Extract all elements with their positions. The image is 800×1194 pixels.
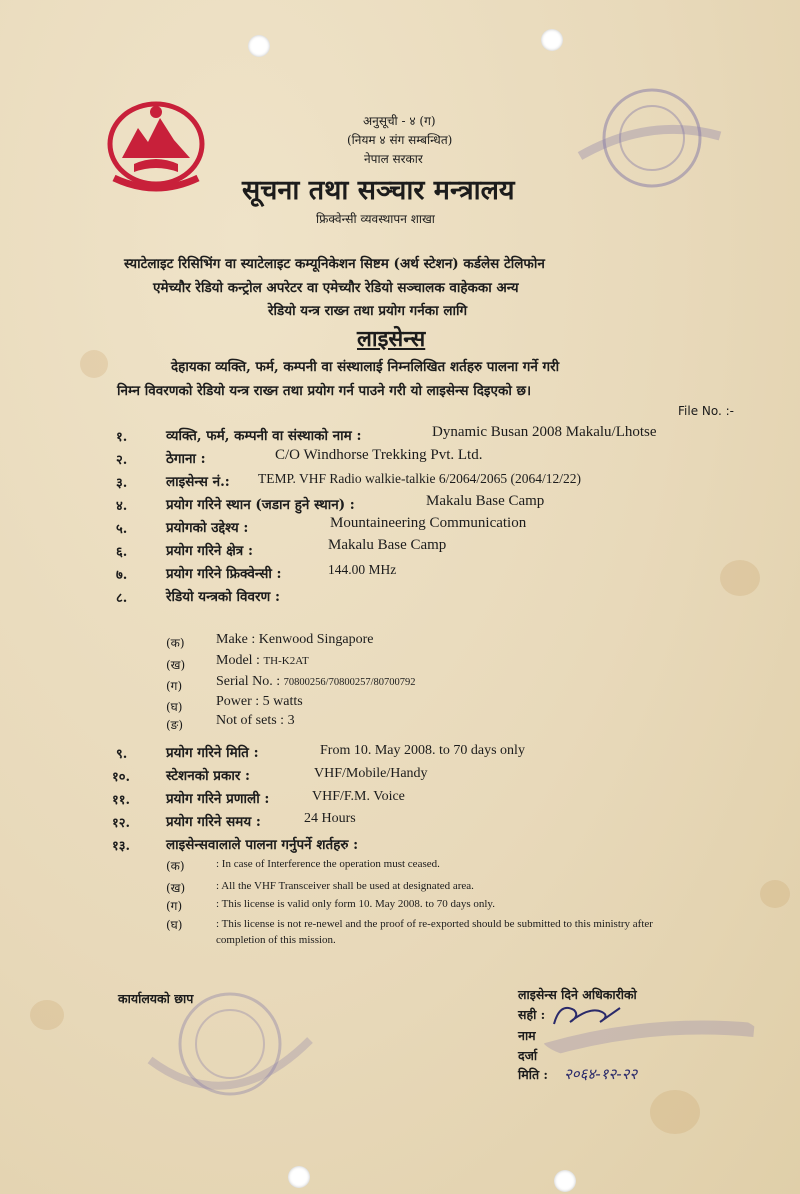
condition-text: : All the VHF Transceiver shall be used at designated area. (216, 880, 474, 892)
file-number: File No. :- (678, 404, 735, 418)
condition-text: : In case of Interference the operation must ceased. (216, 858, 440, 870)
office-stamp-label: कार्यालयको छाप (118, 991, 194, 1006)
field-label-time: प्रयोग गरिने समय : (166, 814, 261, 830)
field-value-name: Dynamic Busan 2008 Makalu/Lhotse (432, 424, 657, 440)
condition-mark: (घ) (166, 918, 183, 932)
field-value-license-no: TEMP. VHF Radio walkie-talkie 6/2064/2065 (2064/12/22) (258, 471, 581, 486)
field-number: ५. (116, 522, 128, 537)
government-label: नेपाल सरकार (364, 152, 423, 166)
field-label-name: व्यक्ति, फर्म, कम्पनी वा संस्थाको नाम : (166, 428, 362, 444)
field-number: ६. (116, 545, 128, 560)
title-line-2: एमेच्यौर रेडियो कन्ट्रोल अपरेटर वा एमेच्यौर रेडियो सञ्चालक वाहेकका अन्य (153, 280, 519, 296)
field-number: ४. (116, 499, 128, 514)
detail-make (216, 632, 373, 648)
field-value-location: Makalu Base Camp (426, 493, 545, 509)
punch-hole (288, 1166, 310, 1188)
field-label-system: प्रयोग गरिने प्रणाली : (166, 791, 270, 807)
detail-value: TH-K2AT (263, 655, 309, 667)
condition-mark: (ग) (166, 899, 183, 913)
detail-mark: (क) (166, 636, 185, 650)
date-label: मिति : (518, 1067, 549, 1082)
detail-mark: (घ) (166, 700, 183, 714)
field-number: १३. (112, 839, 131, 854)
detail-value: 3 (287, 713, 295, 728)
nepal-emblem-icon (104, 98, 208, 194)
detail-label: Serial No. : (216, 674, 281, 689)
field-value-time: 24 Hours (304, 811, 356, 826)
field-value-area: Makalu Base Camp (328, 537, 447, 553)
ministry-stamp-icon (570, 66, 730, 216)
schedule-ref: अनुसूची - ४ (ग) (363, 114, 436, 128)
field-value-frequency: 144.00 MHz (328, 562, 397, 577)
field-value-purpose: Mountaineering Communication (330, 515, 527, 531)
issuing-authority-label: लाइसेन्स दिने अधिकारीको (518, 987, 637, 1002)
detail-value: 70800256/70800257/80700792 (283, 677, 416, 688)
detail-label: Model : (216, 653, 260, 668)
punch-hole (541, 29, 563, 51)
paper-stain (650, 1090, 700, 1134)
designation-stamp-icon (540, 1006, 760, 1066)
section-name: फ्रिक्वेन्सी व्यवस्थापन शाखा (316, 212, 435, 226)
punch-hole (248, 35, 270, 57)
field-number: ८. (116, 591, 128, 606)
detail-serial (216, 674, 416, 690)
field-number: ७. (116, 568, 128, 583)
condition-text: : This license is valid only form 10. May 2008. to 70 days only. (216, 898, 495, 910)
field-number: ९. (116, 747, 128, 762)
field-value-station-type: VHF/Mobile/Handy (314, 766, 428, 781)
condition-mark: (ख) (166, 881, 186, 895)
field-value-system: VHF/F.M. Voice (312, 789, 405, 804)
condition-text: completion of this mission. (216, 934, 336, 946)
paper-stain (80, 350, 108, 378)
office-stamp-icon (140, 980, 320, 1120)
signature-label: सही : (518, 1007, 546, 1022)
detail-power (216, 694, 303, 710)
paper-stain (720, 560, 760, 596)
field-value-date: From 10. May 2008. to 70 days only (320, 743, 525, 758)
detail-value: Kenwood Singapore (258, 632, 374, 647)
field-label-station-type: स्टेशनको प्रकार : (166, 768, 251, 784)
field-label-purpose: प्रयोगको उद्देश्य : (166, 520, 249, 536)
field-number: १२. (112, 816, 131, 831)
field-label-date: प्रयोग गरिने मिति : (166, 745, 259, 761)
name-label: नाम (518, 1028, 536, 1043)
date-value: २०६४-१२-२२ (564, 1065, 638, 1083)
title-line-3: रेडियो यन्त्र राख्न तथा प्रयोग गर्नका लागि (268, 303, 468, 319)
field-label-conditions: लाइसेन्सवालाले पालना गर्नुपर्ने शर्तहरु : (166, 837, 359, 853)
field-number: १. (116, 430, 128, 445)
detail-mark: (ख) (166, 658, 186, 672)
ministry-name: सूचना तथा सञ्चार मन्त्रालय (242, 175, 515, 206)
field-number: ३. (116, 476, 128, 491)
detail-mark: (ङ) (166, 718, 184, 732)
detail-value: 5 watts (262, 694, 303, 709)
detail-label: Make : (216, 632, 256, 647)
field-label-location: प्रयोग गरिने स्थान (जडान हुने स्थान) : (166, 497, 355, 513)
license-heading: लाइसेन्स (357, 326, 426, 352)
punch-hole (554, 1170, 576, 1192)
detail-label: Not of sets : (216, 713, 285, 728)
intro-line-1: देहायका व्यक्ति, फर्म, कम्पनी वा संस्थालाई निम्नलिखित शर्तहरु पालना गर्ने गरी (171, 359, 560, 375)
field-label-area: प्रयोग गरिने क्षेत्र : (166, 543, 253, 559)
field-label-frequency: प्रयोग गरिने फ्रिक्वेन्सी : (166, 566, 282, 582)
title-line-1: स्याटेलाइट रिसिभिंग वा स्याटेलाइट कम्यूनिकेशन सिष्टम (अर्थ स्टेशन) कर्डलेस टेलिफोन (124, 256, 545, 272)
detail-model (216, 653, 309, 669)
field-number: ११. (112, 793, 131, 808)
paper-stain (30, 1000, 64, 1030)
intro-line-2: निम्न विवरणको रेडियो यन्त्र राख्न तथा प्रयोग गर्न पाउने गरी यो लाइसेन्स दिइएको छ। (117, 383, 532, 399)
detail-mark: (ग) (166, 679, 183, 693)
field-number: २. (116, 453, 128, 468)
field-label-license-no: लाइसेन्स नं.: (166, 474, 230, 490)
detail-label: Power : (216, 694, 260, 709)
rule-ref: (नियम ४ संग सम्बन्धित) (347, 133, 453, 147)
field-number: १०. (112, 770, 131, 785)
condition-mark: (क) (166, 859, 185, 873)
paper-stain (760, 880, 790, 908)
condition-text: : This license is not re-newel and the proof of re-exported should be submitted to this ministry after (216, 918, 653, 930)
field-label-address: ठेगाना : (166, 451, 206, 467)
detail-sets (216, 713, 295, 729)
designation-label: दर्जा (518, 1048, 538, 1063)
field-label-radio-details: रेडियो यन्त्रको विवरण : (166, 589, 280, 605)
field-value-address: C/O Windhorse Trekking Pvt. Ltd. (275, 447, 483, 463)
